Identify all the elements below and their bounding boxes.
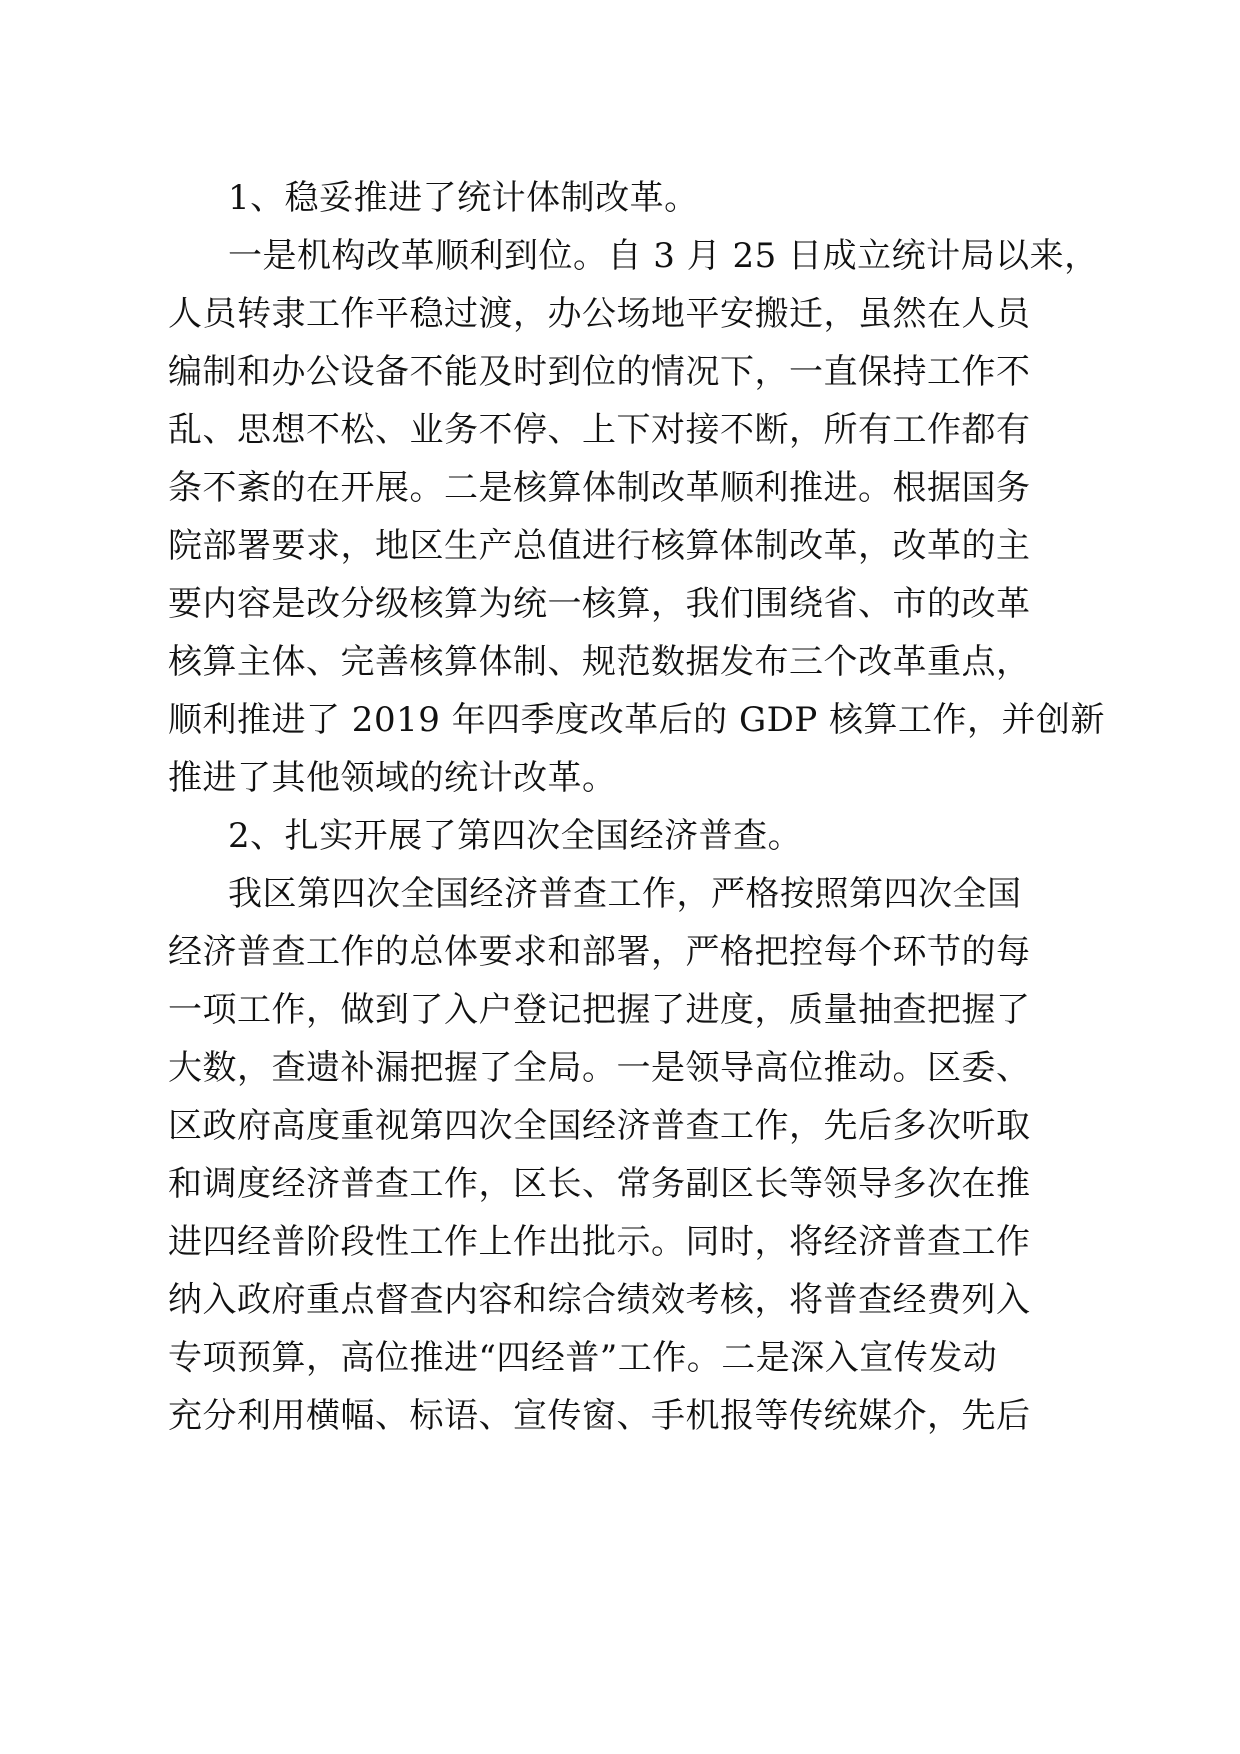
paragraph-line: 顺利推进了 2019 年四季度改革后的 GDP 核算工作，并创新 <box>168 700 1106 740</box>
paragraph-line: 专项预算，高位推进“四经普”工作。二是深入宣传发动 <box>168 1338 998 1378</box>
paragraph-line: 我区第四次全国经济普查工作，严格按照第四次全国 <box>228 874 1022 914</box>
paragraph-line: 核算主体、完善核算体制、规范数据发布三个改革重点， <box>168 642 1031 682</box>
paragraph-line: 要内容是改分级核算为统一核算，我们围绕省、市的改革 <box>168 584 1031 624</box>
paragraph-line: 充分利用横幅、标语、宣传窗、手机报等传统媒介，先后 <box>168 1396 1031 1436</box>
paragraph-line: 编制和办公设备不能及时到位的情况下，一直保持工作不 <box>168 352 1031 392</box>
paragraph-line: 乱、思想不松、业务不停、上下对接不断，所有工作都有 <box>168 410 1031 450</box>
paragraph-line: 一是机构改革顺利到位。自 3 月 25 日成立统计局以来， <box>228 236 1099 276</box>
paragraph-line: 经济普查工作的总体要求和部署，严格把控每个环节的每 <box>168 932 1031 972</box>
paragraph-line: 区政府高度重视第四次全国经济普查工作，先后多次听取 <box>168 1106 1031 1146</box>
paragraph-line: 人员转隶工作平稳过渡，办公场地平安搬迁，虽然在人员 <box>168 294 1031 334</box>
heading-2: 2、扎实开展了第四次全国经济普查。 <box>228 816 803 856</box>
paragraph-line: 条不紊的在开展。二是核算体制改革顺利推进。根据国务 <box>168 468 1031 508</box>
heading-1: 1、稳妥推进了统计体制改革。 <box>228 178 699 218</box>
paragraph-line: 纳入政府重点督查内容和综合绩效考核，将普查经费列入 <box>168 1280 1031 1320</box>
paragraph-line: 院部署要求，地区生产总值进行核算体制改革，改革的主 <box>168 526 1031 566</box>
paragraph-line: 一项工作，做到了入户登记把握了进度，质量抽查把握了 <box>168 990 1031 1030</box>
paragraph-line: 和调度经济普查工作，区长、常务副区长等领导多次在推 <box>168 1164 1031 1204</box>
paragraph-line: 进四经普阶段性工作上作出批示。同时，将经济普查工作 <box>168 1222 1031 1262</box>
paragraph-line: 大数，查遗补漏把握了全局。一是领导高位推动。区委、 <box>168 1048 1031 1088</box>
paragraph-line: 推进了其他领域的统计改革。 <box>168 758 617 798</box>
